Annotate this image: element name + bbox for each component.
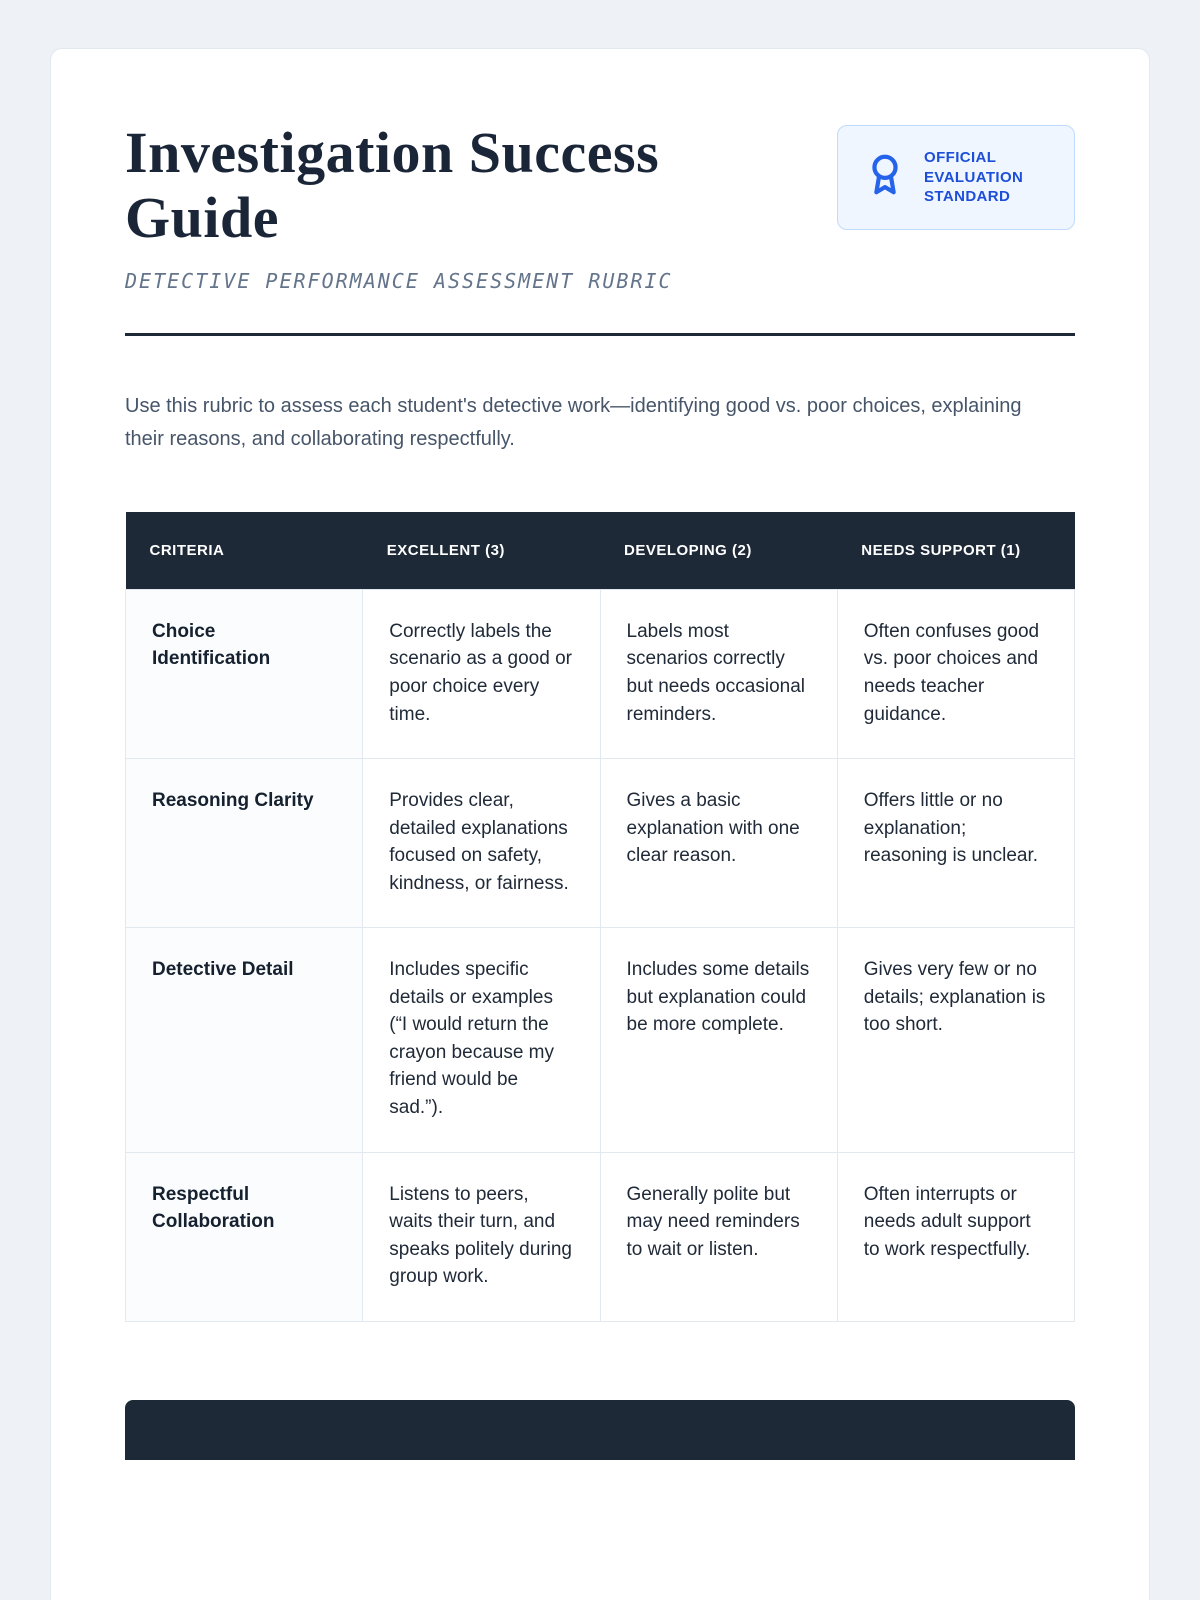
developing-cell: Generally polite but may need reminders to wait or listen. [600,1152,837,1321]
divider-rule [125,333,1075,336]
table-row [126,1152,1075,1321]
developing-cell: Gives a basic explanation with one clear reason. [600,759,837,928]
criteria-cell: Choice Identification [126,589,363,758]
needs-support-cell: Gives very few or no details; explanation is too short. [837,928,1074,1152]
header-needs-support: NEEDS SUPPORT (1) [837,512,1074,590]
excellent-cell: Correctly labels the scenario as a good or poor choice every time. [363,589,600,758]
title-block [125,121,765,293]
table-row [126,928,1075,1152]
header-criteria: CRITERIA [126,512,363,590]
rubric-table [125,512,1075,1322]
page-title: Investigation Success Guide [125,120,660,250]
ribbon-award-icon [862,152,908,203]
document-header [125,121,1075,293]
rubric-table-head [126,512,1075,590]
footer-section-bar [125,1400,1075,1460]
needs-support-cell: Often confuses good vs. poor choices and needs teacher guidance. [837,589,1074,758]
header-developing: DEVELOPING (2) [600,512,837,590]
rubric-document-card [50,48,1150,1600]
table-row [126,589,1075,758]
developing-cell: Includes some details but explanation could be more complete. [600,928,837,1152]
needs-support-cell: Offers little or no explanation; reasoning is unclear. [837,759,1074,928]
header-row [126,512,1075,590]
criteria-cell: Reasoning Clarity [126,759,363,928]
official-standard-badge [837,125,1075,230]
criteria-cell: Detective Detail [126,928,363,1152]
badge-label: OFFICIAL EVALUATION STANDARD [924,149,1024,205]
needs-support-cell: Often interrupts or needs adult support to work respectfully. [837,1152,1074,1321]
excellent-cell: Listens to peers, waits their turn, and speaks politely during group work. [363,1152,600,1321]
intro-text: Use this rubric to assess each student's detective work—identifying good vs. poor choices, explaining their reasons, and collaborating respectfully. [125,394,1022,450]
table-row [126,759,1075,928]
header-excellent: EXCELLENT (3) [363,512,600,590]
rubric-table-body [126,589,1075,1321]
criteria-cell: Respectful Collaboration [126,1152,363,1321]
page-subtitle: DETECTIVE PERFORMANCE ASSESSMENT RUBRIC [125,268,673,293]
excellent-cell: Includes specific details or examples (“I would return the crayon because my friend would be sad.”). [363,928,600,1152]
developing-cell: Labels most scenarios correctly but needs occasional reminders. [600,589,837,758]
excellent-cell: Provides clear, detailed explanations focused on safety, kindness, or fairness. [363,759,600,928]
